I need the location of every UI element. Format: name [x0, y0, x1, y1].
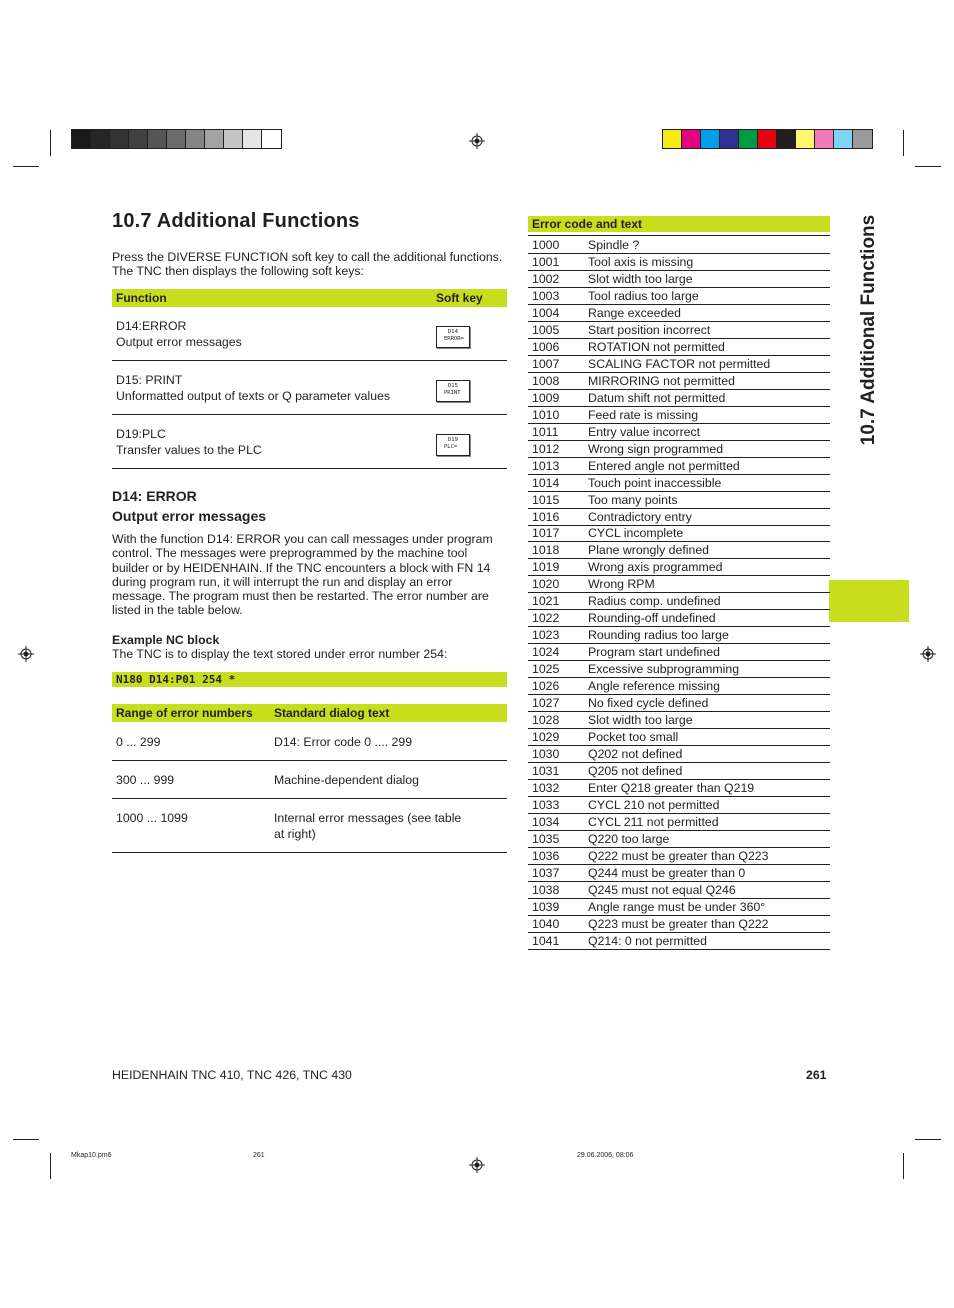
color-swatch	[739, 130, 758, 148]
color-swatch	[167, 130, 186, 148]
table-row	[528, 627, 830, 644]
softkey-label: D14	[448, 329, 458, 335]
error-text: CYCL 211 not permitted	[588, 814, 719, 829]
color-swatch	[72, 130, 91, 148]
table-row	[528, 322, 830, 339]
error-text: MIRRORING not permitted	[588, 373, 735, 388]
table-row	[528, 576, 830, 593]
crop-mark	[50, 1153, 51, 1179]
error-text: SCALING FACTOR not permitted	[588, 356, 771, 371]
error-code: 1027	[532, 696, 560, 711]
softkey-label: D19	[448, 437, 458, 443]
table-row	[528, 695, 830, 712]
range-value: 1000 ... 1099	[116, 811, 188, 825]
row-divider	[112, 760, 507, 761]
footer-product: HEIDENHAIN TNC 410, TNC 426, TNC 430	[112, 1068, 352, 1082]
table-row	[528, 814, 830, 831]
table-row	[528, 407, 830, 424]
color-swatch	[720, 130, 739, 148]
error-text: No fixed cycle defined	[588, 696, 709, 711]
table-row	[528, 559, 830, 576]
softkey-d15-button[interactable]	[436, 380, 470, 402]
error-text: Q244 must be greater than 0	[588, 865, 746, 880]
error-text: Feed rate is missing	[588, 407, 699, 422]
error-text: CYCL incomplete	[588, 526, 684, 541]
registration-mark-icon	[469, 1157, 485, 1173]
error-text: ROTATION not permitted	[588, 339, 725, 354]
softkey-label: ERROR=	[444, 336, 464, 342]
table-row	[528, 525, 830, 542]
slug-filename: Mkap10.pm6	[71, 1152, 112, 1159]
error-text: Angle range must be under 360°	[588, 899, 766, 914]
error-code: 1040	[532, 916, 560, 931]
error-text: Too many points	[588, 492, 678, 507]
error-code: 1010	[532, 407, 560, 422]
error-code: 1030	[532, 747, 560, 762]
softkey-d14-button[interactable]	[436, 326, 470, 348]
table-row	[528, 458, 830, 475]
error-code: 1029	[532, 730, 560, 745]
function-table-header	[112, 289, 507, 307]
softkey-label: D15	[448, 383, 458, 389]
error-text: CYCL 210 not permitted	[588, 798, 720, 812]
function-description: Transfer values to the PLC	[116, 443, 262, 457]
side-section-title: 10.7 Additional Functions	[858, 214, 879, 446]
error-text: Plane wrongly defined	[588, 543, 709, 558]
color-swatch	[243, 130, 262, 148]
error-code: 1007	[532, 356, 560, 371]
color-swatch	[701, 130, 720, 148]
error-text: Contradictory entry	[588, 509, 692, 524]
range-value: 300 ... 999	[116, 773, 175, 787]
function-column-header: Function	[116, 291, 167, 305]
process-color-bar	[662, 129, 873, 149]
error-text: Q223 must be greater than Q222	[588, 916, 769, 931]
table-row	[528, 542, 830, 559]
error-text: Range exceeded	[588, 305, 681, 320]
crop-mark	[13, 1139, 39, 1140]
error-code: 1035	[532, 831, 560, 846]
row-divider	[112, 468, 507, 469]
table-row	[528, 339, 830, 356]
dialog-text: D14: Error code 0 .... 299	[274, 735, 413, 749]
table-row	[528, 305, 830, 322]
error-code: 1036	[532, 848, 560, 863]
error-code: 1038	[532, 882, 560, 897]
example-text: The TNC is to display the text stored under error number 254:	[112, 647, 448, 661]
error-text: Program start undefined	[588, 645, 720, 660]
error-code: 1000	[532, 238, 560, 252]
table-row	[528, 763, 830, 780]
range-column-header: Range of error numbers	[116, 706, 253, 720]
error-text: Datum shift not permitted	[588, 390, 726, 405]
table-row	[528, 593, 830, 610]
error-code: 1015	[532, 492, 560, 507]
table-row	[528, 237, 830, 254]
error-text: Rounding radius too large	[588, 628, 729, 643]
table-row	[528, 916, 830, 933]
table-row	[528, 424, 830, 441]
error-text: Q202 not defined	[588, 747, 683, 762]
dialog-text: Machine-dependent dialog	[274, 773, 419, 787]
table-row	[528, 882, 830, 899]
color-swatch	[205, 130, 224, 148]
range-value: 0 ... 299	[116, 735, 161, 749]
table-row	[528, 661, 830, 678]
table-row	[528, 644, 830, 661]
page-title: 10.7 Additional Functions	[112, 210, 360, 232]
color-swatch	[91, 130, 110, 148]
table-row	[528, 746, 830, 763]
table-row	[528, 492, 830, 509]
softkey-column-header: Soft key	[436, 291, 483, 305]
slug-date: 29.06.2006, 08:06	[577, 1152, 634, 1159]
error-code: 1013	[532, 458, 560, 473]
error-text: Q245 must not equal Q246	[588, 882, 736, 897]
error-code: 1039	[532, 899, 560, 914]
error-table-header	[528, 216, 830, 232]
table-row	[528, 288, 830, 305]
error-text: Entry value incorrect	[588, 424, 701, 439]
color-swatch	[262, 130, 281, 148]
error-code: 1002	[532, 271, 560, 286]
table-row	[528, 271, 830, 288]
color-swatch	[663, 130, 682, 148]
error-text: Excessive subprogramming	[588, 662, 740, 677]
table-row	[528, 780, 830, 797]
error-text: Spindle ?	[588, 238, 640, 252]
error-code: 1037	[532, 865, 560, 880]
error-text: Wrong axis programmed	[588, 560, 723, 575]
function-name: D14:ERROR	[116, 319, 187, 333]
registration-mark-icon	[18, 646, 34, 662]
color-swatch	[815, 130, 834, 148]
color-swatch	[186, 130, 205, 148]
table-row	[528, 356, 830, 373]
color-swatch	[853, 130, 872, 148]
error-text: Rounding-off undefined	[588, 611, 716, 626]
color-swatch	[682, 130, 701, 148]
dialog-column-header: Standard dialog text	[274, 706, 390, 720]
dialog-text: Internal error messages (see table	[274, 811, 462, 825]
color-swatch	[758, 130, 777, 148]
error-code: 1032	[532, 781, 560, 796]
error-code: 1008	[532, 373, 560, 388]
error-code: 1023	[532, 628, 560, 643]
error-text: Pocket too small	[588, 730, 679, 745]
slug-page: 261	[253, 1152, 265, 1159]
error-code: 1041	[532, 933, 560, 948]
error-text: Tool axis is missing	[588, 254, 694, 269]
error-code: 1005	[532, 322, 560, 337]
error-code: 1014	[532, 475, 560, 490]
color-swatch	[224, 130, 243, 148]
error-code: 1004	[532, 305, 560, 320]
table-row	[528, 729, 830, 746]
table-row	[528, 712, 830, 729]
error-text: Radius comp. undefined	[588, 594, 721, 609]
error-text: Q220 too large	[588, 831, 670, 846]
side-tab-marker	[829, 580, 909, 622]
color-swatch	[796, 130, 815, 148]
error-text: Q214: 0 not permitted	[588, 933, 707, 948]
registration-mark-icon	[469, 133, 485, 149]
color-swatch	[834, 130, 853, 148]
registration-mark-icon	[920, 646, 936, 662]
code-block	[112, 672, 507, 687]
table-row	[528, 831, 830, 848]
table-row	[528, 441, 830, 458]
table-row	[528, 797, 830, 814]
error-text: Slot width too large	[588, 713, 693, 728]
example-heading: Example NC block	[112, 633, 220, 647]
softkey-label: PLC=	[444, 444, 458, 450]
color-swatch	[110, 130, 129, 148]
table-row	[528, 373, 830, 390]
error-code: 1016	[532, 509, 560, 524]
error-code: 1020	[532, 577, 560, 592]
crop-mark	[903, 130, 904, 156]
d14-body-text: With the function D14: ERROR you can call messages under program control. The messages were preprogrammed by the machine tool builder or by HEIDENHAIN. If the TNC encounters a block with FN 14 during program run, it will interrupt the run and display an error message. The program must then be restarted. The error number are listed in the table below.	[112, 532, 493, 618]
softkey-d19-button[interactable]	[436, 434, 470, 456]
crop-mark	[50, 130, 51, 156]
error-code: 1019	[532, 560, 560, 575]
crop-mark	[915, 1139, 941, 1140]
crop-mark	[903, 1153, 904, 1179]
color-swatch	[129, 130, 148, 148]
page-number: 261	[806, 1068, 827, 1082]
table-row	[528, 610, 830, 627]
error-code: 1028	[532, 713, 560, 728]
error-code: 1024	[532, 645, 560, 660]
error-text: Angle reference missing	[588, 679, 720, 694]
error-code: 1018	[532, 543, 560, 558]
grayscale-color-bar	[71, 129, 282, 149]
function-description: Output error messages	[116, 335, 242, 349]
color-swatch	[777, 130, 796, 148]
section-subheading: Output error messages	[112, 508, 267, 524]
error-code: 1006	[532, 339, 560, 354]
error-text: Q205 not defined	[588, 764, 683, 779]
row-divider	[528, 235, 830, 236]
error-code: 1011	[532, 424, 559, 439]
row-divider	[112, 414, 507, 415]
table-row	[528, 509, 830, 526]
error-code: 1034	[532, 814, 560, 829]
range-table-header	[112, 704, 507, 722]
softkey-label: PRINT	[444, 390, 461, 396]
dialog-text: at right)	[274, 827, 316, 841]
error-text: Slot width too large	[588, 271, 693, 286]
table-row	[528, 390, 830, 407]
nc-code: N180 D14:P01 254 *	[116, 673, 236, 686]
error-code: 1026	[532, 679, 560, 694]
error-text: Touch point inaccessible	[588, 475, 722, 490]
row-divider	[112, 852, 507, 853]
table-row	[528, 475, 830, 492]
color-swatch	[148, 130, 167, 148]
table-row	[528, 865, 830, 882]
intro-text: Press the DIVERSE FUNCTION soft key to call the additional functions. The TNC then displays the following soft keys:	[112, 250, 503, 279]
function-description: Unformatted output of texts or Q parameter values	[116, 389, 391, 403]
table-row	[528, 254, 830, 271]
error-text: Start position incorrect	[588, 322, 711, 337]
error-code: 1009	[532, 390, 560, 405]
error-text: Wrong RPM	[588, 577, 655, 592]
row-divider	[112, 798, 507, 799]
error-text: Wrong sign programmed	[588, 441, 724, 456]
error-code: 1022	[532, 611, 560, 626]
table-row	[528, 678, 830, 695]
error-code: 1025	[532, 662, 560, 677]
error-text: Entered angle not permitted	[588, 458, 740, 473]
error-text: Tool radius too large	[588, 288, 699, 303]
error-code: 1031	[532, 764, 560, 779]
function-name: D19:PLC	[116, 427, 166, 441]
crop-mark	[13, 166, 39, 167]
table-row	[528, 933, 830, 950]
error-code: 1033	[532, 798, 560, 812]
error-code: 1001	[532, 254, 560, 269]
table-row	[528, 848, 830, 865]
section-heading: D14: ERROR	[112, 488, 197, 504]
function-name: D15: PRINT	[116, 373, 183, 387]
error-text: Enter Q218 greater than Q219	[588, 781, 755, 796]
error-table-header-label: Error code and text	[532, 217, 643, 231]
error-code: 1017	[532, 526, 560, 541]
table-row	[528, 899, 830, 916]
error-code: 1003	[532, 288, 560, 303]
error-code: 1012	[532, 441, 560, 456]
crop-mark	[915, 166, 941, 167]
error-code: 1021	[532, 594, 560, 609]
row-divider	[112, 360, 507, 361]
error-text: Q222 must be greater than Q223	[588, 848, 769, 863]
